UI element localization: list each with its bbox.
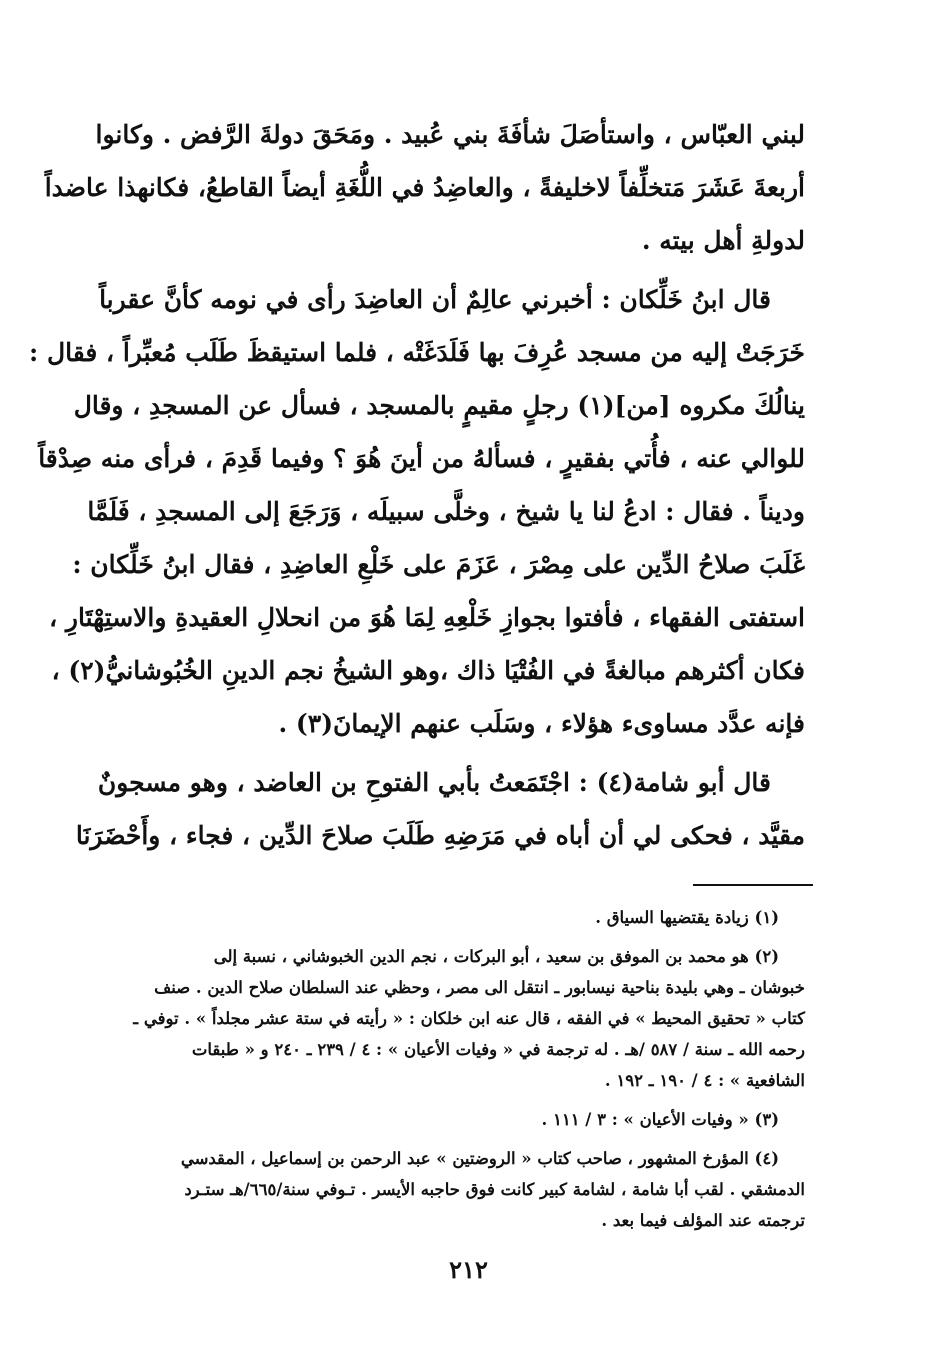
paragraph-3 (75, 756, 805, 862)
text-line: أربعةَ عَشَرَ مَتخلِّفاً لاخليفةً ، والعاضِدُ في اللُّغَةِ أيضاً القاطعُ، فكانهذا عاضداً (44, 173, 805, 202)
footnote-line: الشافعية » : ٤ / ١٩٠ ـ ١٩٢ . (604, 1071, 805, 1090)
text-line: للوالي عنه ، فأُتي بفقيرٍ ، فسألهُ من أينَ هُوَ ؟ وفيما قَدِمَ ، فرأى منه صِدْقاً (38, 444, 805, 473)
footnote-line: الدمشقي . لقب أبا شامة ، لشامة كبير كانت فوق حاجبه الأيسر . تـوفي سنة/٦٦٥/هـ ستـرد (184, 1180, 805, 1199)
footnote-line: رحمه الله ـ سنة / ٥٨٧ /هـ . له ترجمة في « وفيات الأعيان » : ٤ / ٢٣٩ ـ ٢٤٠ و « طبقات (191, 1040, 805, 1059)
main-text (29, 108, 805, 862)
text-line: لدولةِ أهل بيته . (641, 226, 805, 255)
footnote-line: (٣) « وفيات الأعيان » : ٣ / ١١١ . (541, 1110, 779, 1129)
footnote-line: ترجمته عند المؤلف فيما بعد . (601, 1211, 805, 1230)
text-line: مقيَّد ، فحكى لي أن أباه في مَرَضِهِ طَلَبَ صلاحَ الدِّين ، فجاء ، وأَحْضَرَنَا (75, 821, 805, 850)
footnote-1 (116, 902, 805, 933)
text-line: غَلَبَ صلاحُ الدِّين على مِصْرَ ، عَزَمَ على خَلْعِ العاضِدِ ، فقال ابنُ خَلِّكان : (72, 550, 805, 579)
footnote-line: (٤) المؤرخ المشهور ، صاحب كتاب « الروضتين » عبد الرحمن بن إسماعيل ، المقدسي (180, 1149, 779, 1168)
text-line: قال أبو شامة(٤) : اجْتَمَعتُ بأبي الفتوحِ بن العاضد ، وهو مسجونٌ (97, 768, 771, 797)
text-line: استفتى الفقهاء ، فأفتوا بجوازِ خَلْعِهِ لِمَا هُوَ من انحلالِ العقيدةِ والاستِهْتَارِ ، (49, 603, 805, 632)
footnote-4 (116, 1143, 805, 1236)
text-line: خَرَجَتْ إليه من مسجد عُرِفَ بها فَلَدَغَتْه ، فلما استيقظَ طَلَب مُعبِّراً ، فقال : (29, 338, 805, 367)
text-line: فإنه عدَّد مساوىء هؤلاء ، وسَلَب عنهم الإيمانَ(٣) . (278, 709, 805, 738)
text-line: لبني العبّاس ، واستأصَلَ شأفَةَ بني عُبيد . ومَحَقَ دولةَ الرَّفض . وكانوا (95, 120, 805, 149)
footnote-separator (693, 884, 813, 886)
footnote-line: كتاب « تحقيق المحيط » في الفقه ، قال عنه ابن خلكان : « رأيته في ستة عشر مجلداً » . توفي ـ (133, 1009, 805, 1028)
footnote-line: (٢) هو محمد بن الموفق بن سعيد ، أبو البركات ، نجم الدين الخبوشاني ، نسبة إلى (213, 947, 779, 966)
text-line: قال ابنُ خَلِّكان : أخبرني عالِمٌ أن العاضِدَ رأى في نومه كأنَّ عقرباً (99, 285, 771, 314)
text-line: فكان أكثرهم مبالغةً في الفُتْيَا ذاك ،وهو الشيخُ نجم الدينِ الخُبُوشانيُّ(٢) ، (51, 656, 805, 685)
footnotes (116, 902, 805, 1236)
footnote-line: (١) زيادة يقتضيها السياق . (595, 908, 779, 927)
footnote-separator-wrap (116, 862, 813, 886)
paragraph-1 (44, 108, 805, 267)
paragraph-2 (29, 273, 805, 750)
footnote-2 (116, 941, 805, 1096)
footnote-3 (116, 1104, 805, 1135)
page-number: ٢١٢ (449, 1255, 488, 1284)
text-line: وديناً . فقال : ادعُ لنا يا شيخ ، وخلَّى سبيلَه ، وَرَجَعَ إلى المسجدِ ، فَلَمَّا (87, 497, 805, 526)
text-line: ينالُكَ مكروه [من](١) رجلٍ مقيمٍ بالمسجد ، فسأل عن المسجدِ ، وقال (73, 391, 805, 420)
footnote-line: خبوشان ـ وهي بليدة بناحية نيسابور ـ انتقل الى مصر ، وحظي عند السلطان صلاح الدين . صنف (154, 978, 805, 997)
